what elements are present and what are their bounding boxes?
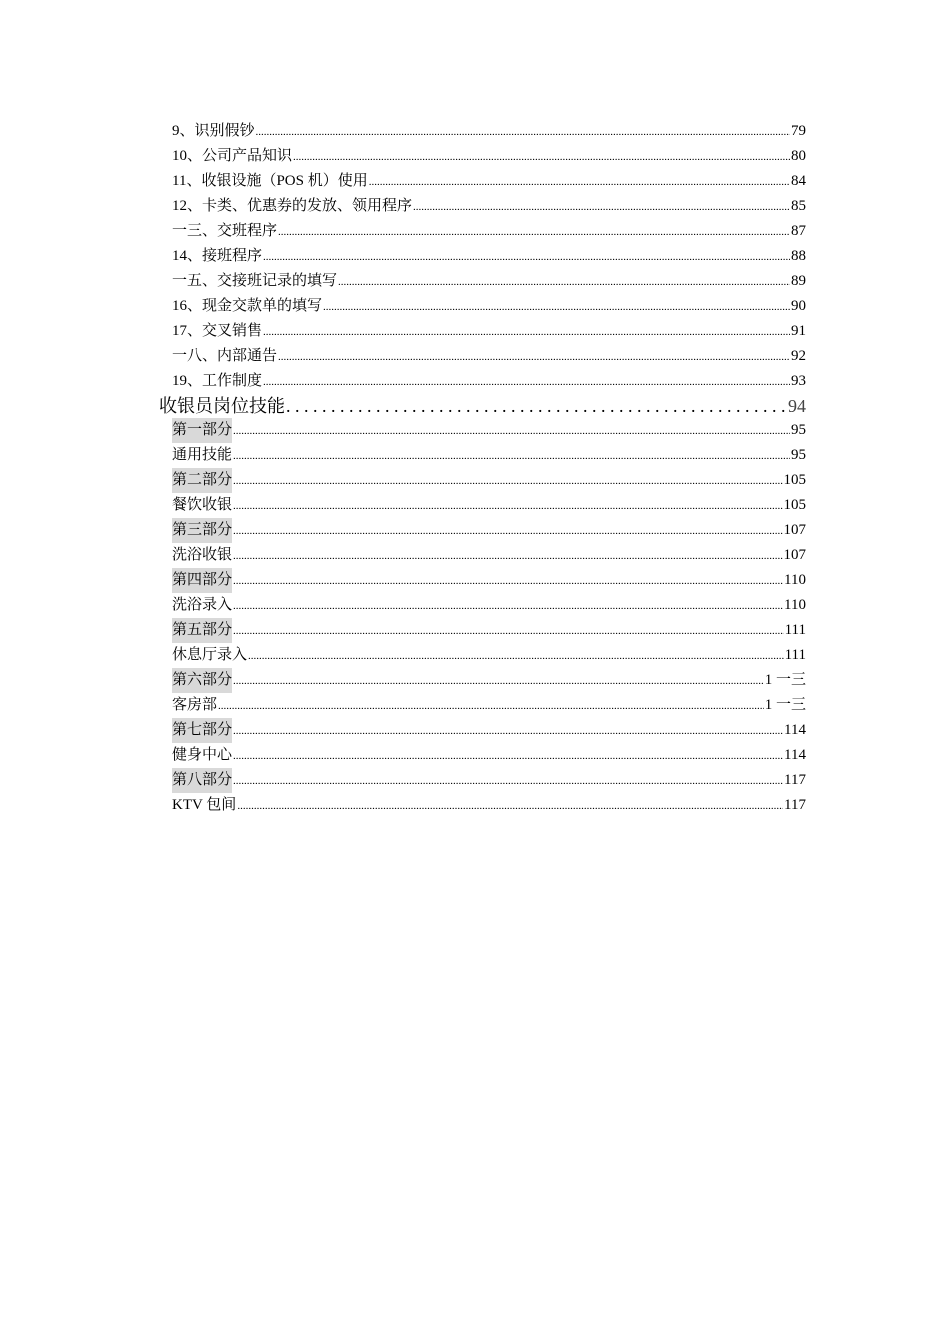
toc-dot-leader xyxy=(248,643,784,669)
toc-entry-label: 14、接班程序 xyxy=(172,248,263,264)
toc-section-entry[interactable] xyxy=(172,418,806,443)
toc-entry[interactable] xyxy=(172,269,806,294)
toc-section-entry[interactable] xyxy=(172,618,806,643)
toc-chapter-label: 收银员岗位技能 xyxy=(159,396,285,416)
toc-dot-leader xyxy=(338,269,790,295)
toc-dot-leader xyxy=(263,319,790,345)
toc-entry-page: 90 xyxy=(791,298,806,314)
toc-entry-label: 11、收银设施（POS 机）使用 xyxy=(172,173,368,189)
toc-section-label: 第六部分 xyxy=(172,668,232,693)
toc-dot-leader xyxy=(233,668,764,694)
toc-entry[interactable] xyxy=(172,194,806,219)
toc-section-label: 第七部分 xyxy=(172,718,232,743)
toc-entry-label: 健身中心 xyxy=(172,747,233,763)
toc-entry-page: 80 xyxy=(791,148,806,164)
toc-section-entry[interactable] xyxy=(172,568,806,593)
toc-entry[interactable] xyxy=(172,693,806,718)
toc-entry-label: 9、识别假钞 xyxy=(172,123,255,139)
toc-dot-leader xyxy=(278,219,790,245)
toc-entry-page: 107 xyxy=(783,547,806,563)
toc-section-label: 第五部分 xyxy=(172,618,232,643)
toc-dot-leader xyxy=(233,768,783,794)
toc-entry-label: 休息厅录入 xyxy=(172,647,248,663)
toc-section-label: 第一部分 xyxy=(172,418,232,443)
toc-entry[interactable] xyxy=(172,493,806,518)
toc-entry-label: KTV 包间 xyxy=(172,797,237,813)
toc-entry[interactable] xyxy=(172,144,806,169)
toc-entry[interactable] xyxy=(172,294,806,319)
toc-section-entry[interactable] xyxy=(172,768,806,793)
toc-entry-label: 17、交叉销售 xyxy=(172,323,263,339)
toc-entry[interactable] xyxy=(172,119,806,144)
toc-entry-page: 117 xyxy=(784,797,806,813)
toc-dot-leader xyxy=(233,718,783,744)
toc-entry-label: 16、现金交款单的填写 xyxy=(172,298,323,314)
toc-entry-page: 111 xyxy=(784,647,806,663)
toc-entry-label: 10、公司产品知识 xyxy=(172,148,293,164)
toc-entry[interactable] xyxy=(172,793,806,818)
toc-entry[interactable] xyxy=(172,244,806,269)
toc-section-label: 第八部分 xyxy=(172,768,232,793)
toc-dot-leader xyxy=(369,169,790,195)
toc-dot-leader xyxy=(233,618,784,644)
toc-entry-label: 通用技能 xyxy=(172,447,233,463)
toc-entry-label: 洗浴收银 xyxy=(172,547,233,563)
toc-entry[interactable] xyxy=(172,219,806,244)
toc-section-label: 第四部分 xyxy=(172,568,232,593)
toc-entry-page: 110 xyxy=(784,597,806,613)
toc-entry[interactable] xyxy=(172,319,806,344)
toc-section-label: 第三部分 xyxy=(172,518,232,543)
toc-entry-page: 93 xyxy=(791,373,806,389)
toc-dot-leader xyxy=(233,468,782,494)
toc-entry-page: 88 xyxy=(791,248,806,264)
toc-dot-leader xyxy=(233,543,782,569)
toc-dot-leader xyxy=(233,418,790,444)
toc-dot-leader xyxy=(218,693,764,719)
toc-entry-page: 87 xyxy=(791,223,806,239)
toc-section-label: 第二部分 xyxy=(172,468,232,493)
toc-entry-label: 一五、交接班记录的填写 xyxy=(172,273,338,289)
toc-entry-page: 91 xyxy=(791,323,806,339)
toc-entry-label: 12、卡类、优惠券的发放、领用程序 xyxy=(172,198,413,214)
toc-entry-label: 一八、内部通告 xyxy=(172,348,278,364)
toc-entry-page: 92 xyxy=(791,348,806,364)
toc-entry-page: 105 xyxy=(783,472,806,488)
toc-entry-page: 89 xyxy=(791,273,806,289)
toc-dot-leader xyxy=(263,369,790,395)
toc-dot-leader xyxy=(413,194,790,220)
toc-dot-leader xyxy=(286,393,787,419)
toc-entry-page: 114 xyxy=(784,722,806,738)
toc-entry-page: 110 xyxy=(784,572,806,588)
toc-entry[interactable] xyxy=(172,743,806,768)
toc-dot-leader xyxy=(278,344,790,370)
toc-dot-leader xyxy=(233,593,783,619)
toc-chapter-entry[interactable] xyxy=(159,393,806,419)
toc-entry-label: 客房部 xyxy=(172,697,218,713)
toc-dot-leader xyxy=(233,518,782,544)
toc-entry-label: 19、工作制度 xyxy=(172,373,263,389)
toc-entry-page: 105 xyxy=(783,497,806,513)
toc-entry-page: 84 xyxy=(791,173,806,189)
toc-entry-page: 1 一三 xyxy=(764,697,806,713)
toc-entry-label: 一三、交班程序 xyxy=(172,223,278,239)
toc-entry[interactable] xyxy=(172,344,806,369)
toc-section-entry[interactable] xyxy=(172,468,806,493)
toc-entry-label: 餐饮收银 xyxy=(172,497,233,513)
toc-dot-leader xyxy=(233,568,783,594)
toc-entry-page: 117 xyxy=(784,772,806,788)
toc-entry[interactable] xyxy=(172,169,806,194)
toc-entry[interactable] xyxy=(172,369,806,394)
toc-entry[interactable] xyxy=(172,443,806,468)
toc-section-entry[interactable] xyxy=(172,518,806,543)
toc-dot-leader xyxy=(237,793,783,819)
toc-entry-page: 1 一三 xyxy=(764,672,806,688)
toc-entry[interactable] xyxy=(172,543,806,568)
toc-dot-leader xyxy=(256,119,790,145)
toc-entry[interactable] xyxy=(172,593,806,618)
toc-section-entry[interactable] xyxy=(172,668,806,693)
toc-chapter-page: 94 xyxy=(788,396,806,416)
toc-dot-leader xyxy=(263,244,790,270)
toc-entry-label: 洗浴录入 xyxy=(172,597,233,613)
toc-dot-leader xyxy=(293,144,790,170)
toc-section-entry[interactable] xyxy=(172,718,806,743)
toc-entry-page: 114 xyxy=(784,747,806,763)
toc-dot-leader xyxy=(233,493,782,519)
toc-dot-leader xyxy=(233,743,783,769)
toc-entry-page: 107 xyxy=(783,522,806,538)
toc-entry-page: 95 xyxy=(791,447,806,463)
toc-entry[interactable] xyxy=(172,643,806,668)
toc-dot-leader xyxy=(233,443,790,469)
toc-entry-page: 95 xyxy=(791,422,806,438)
toc-entry-page: 85 xyxy=(791,198,806,214)
toc-dot-leader xyxy=(323,294,790,320)
toc-entry-page: 111 xyxy=(784,622,806,638)
toc-entry-page: 79 xyxy=(791,123,806,139)
